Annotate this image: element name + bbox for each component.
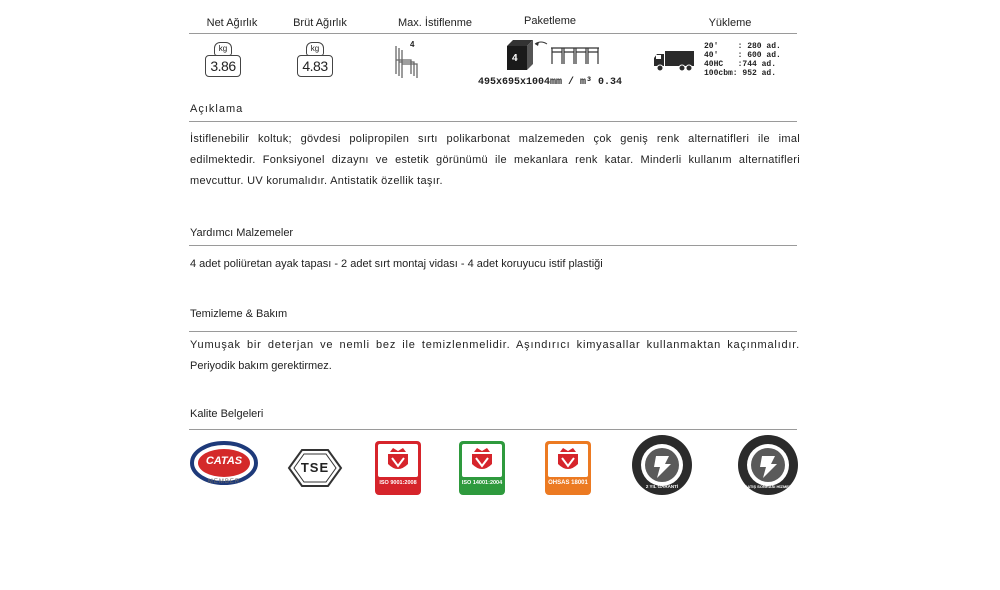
iso14001-certificate bbox=[459, 441, 505, 495]
care-divider bbox=[189, 331, 797, 332]
quality-title: Kalite Belgeleri bbox=[190, 408, 264, 420]
gross-weight-label: Brüt Ağırlık bbox=[293, 17, 347, 29]
packaging-icon bbox=[505, 38, 605, 74]
net-weight-label: Net Ağırlık bbox=[206, 17, 258, 29]
stacking-label: Max. İstiflenme bbox=[398, 17, 472, 29]
quality-divider bbox=[189, 429, 797, 430]
aux-materials-text: 4 adet poliüretan ayak tapası - 2 adet sırt montaj vidası - 4 adet koruyucu istif plastiği bbox=[190, 258, 603, 270]
net-weight-value: 3.86 bbox=[205, 55, 241, 77]
loading-label: Yükleme bbox=[708, 17, 752, 29]
aux-materials-title: Yardımcı Malzemeler bbox=[190, 227, 294, 239]
gross-weight-unit: kg bbox=[306, 42, 324, 56]
gross-weight-value: 4.83 bbox=[297, 55, 333, 77]
loading-row: 40' : 600 ad. bbox=[704, 51, 781, 60]
care-title: Temizleme & Bakım bbox=[190, 308, 288, 320]
service-badge bbox=[737, 434, 799, 496]
crown-shield-icon bbox=[462, 444, 502, 477]
stack-count: 4 bbox=[410, 40, 415, 49]
iso14001-label: ISO 14001:2004 bbox=[461, 480, 503, 486]
iso9001-label: ISO 9001:2008 bbox=[379, 480, 417, 486]
crown-shield-icon bbox=[548, 444, 588, 477]
truck-icon bbox=[653, 50, 695, 72]
service-badge-text: SATIŞ SONRASI HİZMET bbox=[744, 484, 792, 489]
stacked-chairs-icon bbox=[393, 40, 433, 80]
ohsas-label: OHSAS 18001 bbox=[548, 480, 588, 486]
loading-row: 40HC :744 ad. bbox=[704, 60, 777, 69]
catas-sub: MEMBER bbox=[207, 479, 241, 485]
description-text: İstiflenebilir koltuk; gövdesi polipropilen sırtı polikarbonat malzemeden çok geniş renk alternatifleri ile imal edilmektedir. Fonksiyonel dizaynı ve estetik görünümü ile mekanlara renk katar. Minderli kullanım alternatifleri mevcuttur. UV korumalıdır. Antistatik özellik taşır. bbox=[190, 133, 800, 187]
gross-weight-icon bbox=[297, 42, 331, 78]
packaging-label: Paketleme bbox=[524, 15, 576, 27]
crown-shield-icon bbox=[378, 444, 418, 477]
net-weight-icon bbox=[205, 42, 239, 78]
iso9001-certificate bbox=[375, 441, 421, 495]
warranty-badge-text: 2 YIL GARANTİ bbox=[645, 484, 679, 489]
aux-divider bbox=[189, 245, 797, 246]
catas-name: CATAS bbox=[205, 455, 243, 467]
loading-capacity-list bbox=[704, 42, 799, 78]
ohsas-certificate bbox=[545, 441, 591, 495]
warranty-badge bbox=[631, 434, 693, 496]
header-divider bbox=[189, 33, 797, 34]
catas-logo bbox=[190, 440, 258, 490]
care-text-2: Periyodik bakım gerektirmez. bbox=[190, 360, 332, 372]
tse-logo bbox=[287, 446, 343, 490]
description-title: Açıklama bbox=[190, 103, 244, 115]
package-dimensions: 495x695x1004mm / m³ 0.34 bbox=[478, 77, 623, 88]
description-divider bbox=[189, 121, 797, 122]
net-weight-unit: kg bbox=[214, 42, 232, 56]
package-count: 4 bbox=[512, 53, 518, 64]
tse-name: TSE bbox=[300, 460, 330, 475]
loading-row: 100cbm: 952 ad. bbox=[704, 69, 777, 78]
loading-row: 20' : 280 ad. bbox=[704, 42, 781, 51]
care-text: Yumuşak bir deterjan ve nemli bez ile temizlenmelidir. Aşındırıcı kimyasallar kullanmaktan kaçınmalıdır. bbox=[190, 339, 800, 351]
